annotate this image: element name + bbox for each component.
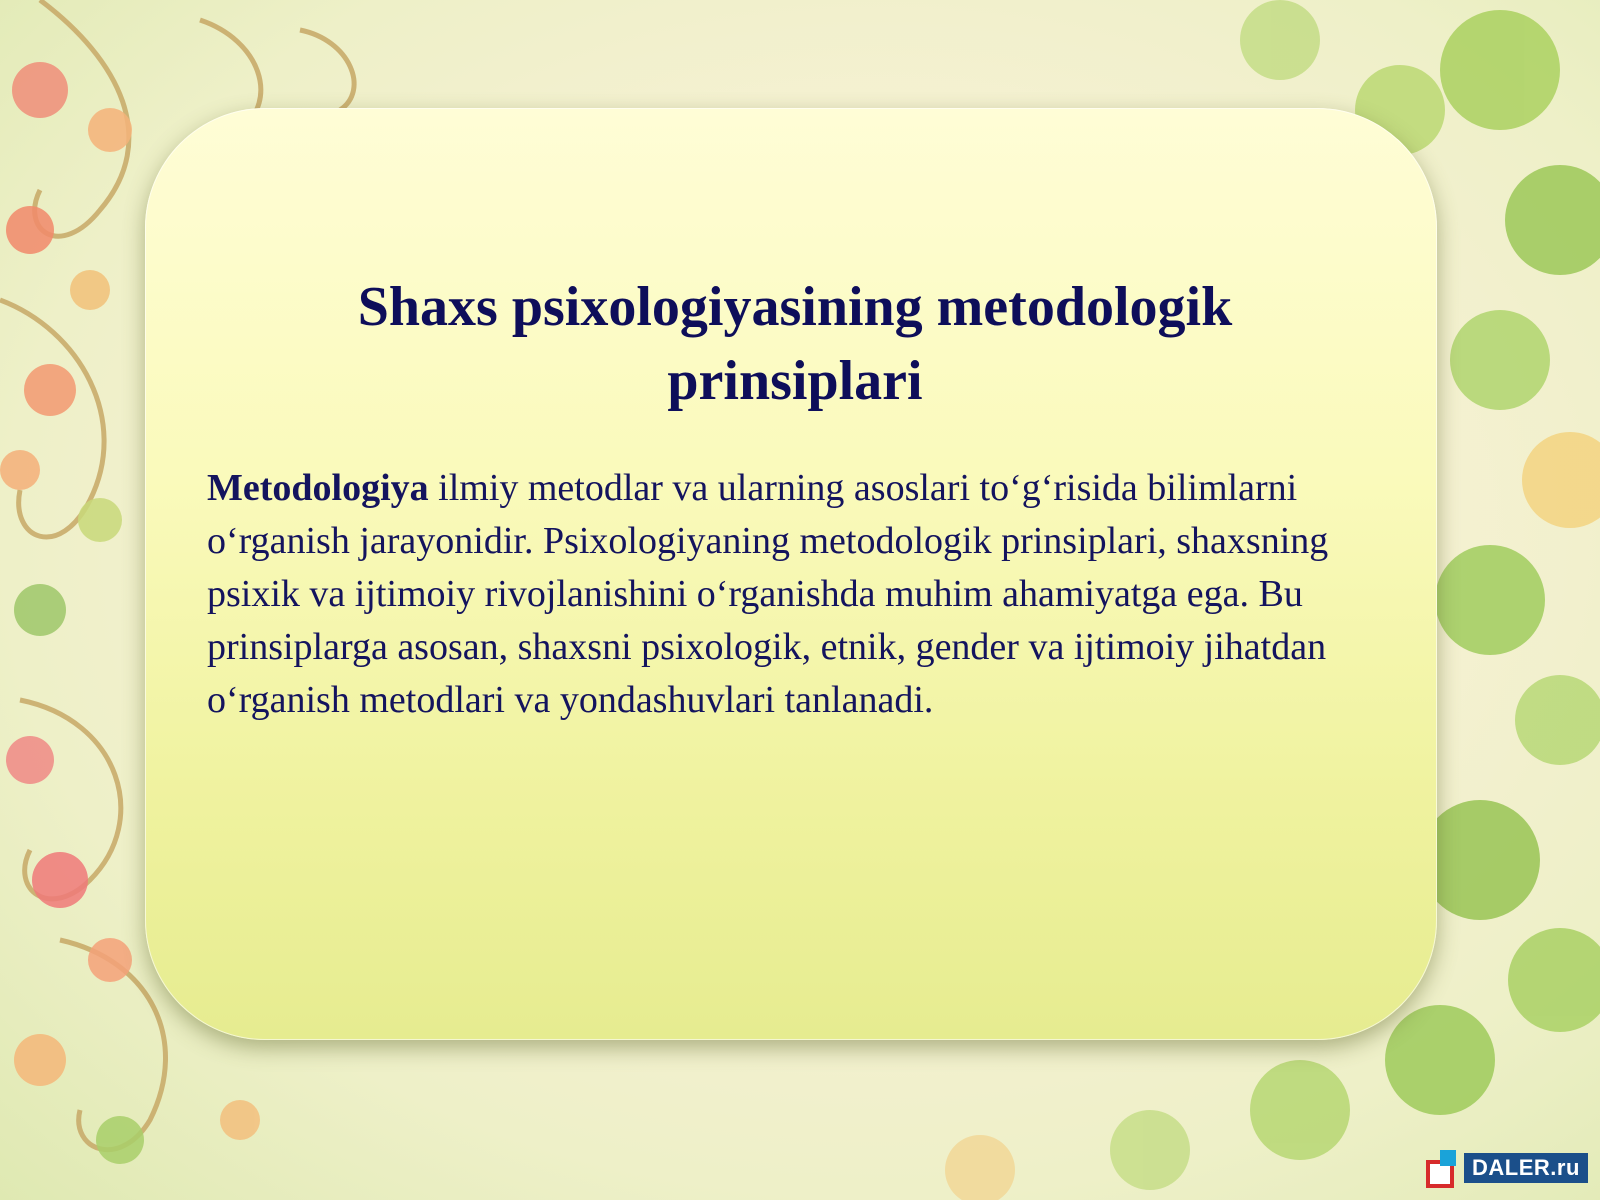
body-text: ilmiy metodlar va ularning asoslari to‘g‘risida bilimlarni o‘rganish jarayonidir. Psixologiyaning metodologik prinsiplari, shaxsning psixik va ijtimoiy rivojlanishini o‘rganishda muhim ahamiyatga ega. Bu prinsiplarga asosan, shaxsni psixologik, etnik, gender va ijtimoiy jihatdan o‘rganish metodlari va yondashuvlari tanlanadi. [207,467,1329,721]
slide-title: Shaxs psixologiyasining metodologik prinsiplari [357,276,1233,412]
daler-watermark [1424,1146,1594,1190]
daler-logo-icon [1424,1148,1462,1188]
slide-body [207,462,1357,727]
body-term: Metodologiya [207,467,429,509]
watermark-text: DALER.ru [1464,1153,1588,1183]
